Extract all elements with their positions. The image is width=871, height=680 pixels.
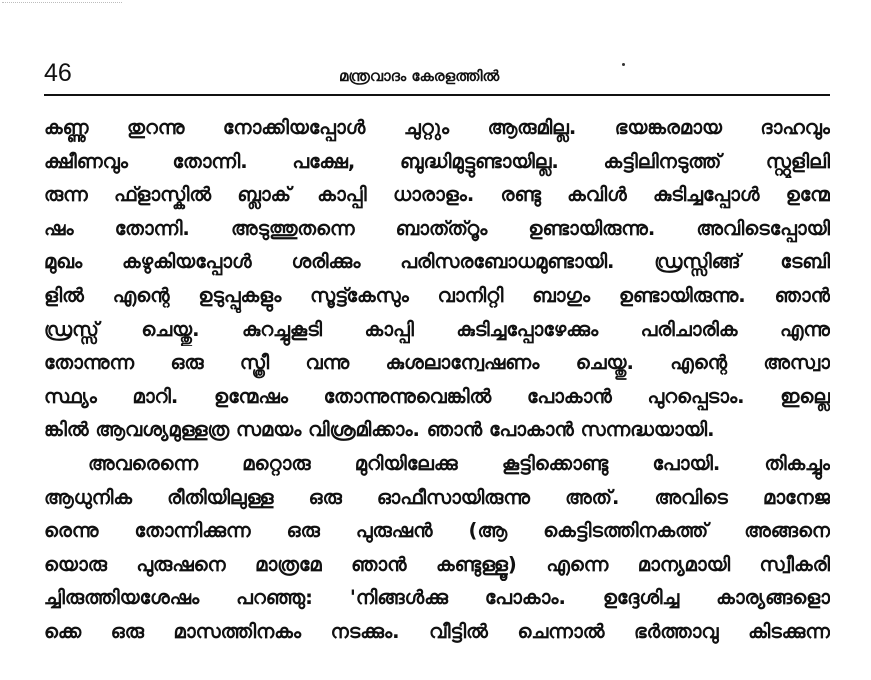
running-title: മന്ത്രവാദം കേരളത്തിൽ — [339, 67, 500, 85]
page-header — [44, 58, 830, 94]
text-line: തോന്നുന്ന ഒരു സ്ത്രീ വന്നു കുശലാന്വേഷണം ചെയ്തു. എന്റെ അസ്വാ — [44, 351, 830, 375]
text-line: ച്ചിരുത്തിയശേഷം പറഞ്ഞു: 'നിങ്ങൾക്കു പോകാം. ഉദ്ദേശിച്ച കാര്യങ്ങളൊ — [44, 586, 830, 610]
text-line: ക്കെ ഒരു മാസത്തിനകം നടക്കും. വീട്ടിൽ ചെന്നാൽ ഭർത്താവു കിടക്കുന്ന — [44, 619, 830, 643]
text-line: യൊരു പുരുഷനെ മാത്രമേ ഞാൻ കണ്ടുള്ളൂ) എന്നെ മാന്യമായി സ്വീകരി — [44, 552, 830, 576]
body-text — [44, 111, 830, 649]
scan-artifact — [2, 2, 122, 7]
text-line: കണ്ണു തുറന്നു നോക്കിയപ്പോൾ ചുറ്റും ആരുമില്ല. ഭയങ്കരമായ ദാഹവും — [44, 116, 830, 139]
paragraph-end-line: ങ്കിൽ ആവശ്യമുള്ളത്ര സമയം വിശ്രമിക്കാം. ഞാൻ പോകാൻ സന്നദ്ധയായി. — [44, 418, 715, 442]
page-number: 46 — [44, 59, 72, 87]
text-line: രെന്നു തോന്നിക്കുന്ന ഒരു പുരുഷൻ (ആ കെട്ടിടത്തിനകത്ത് അങ്ങനെ — [44, 519, 830, 543]
text-line: ആധുനിക രീതിയിലുള്ള ഒരു ഓഫീസായിരുന്നു അത്. അവിടെ മാനേജ — [44, 485, 830, 509]
header-rule — [44, 94, 830, 96]
text-line: സ്ഥ്യം മാറി. ഉന്മേഷം തോന്നുന്നുവെങ്കിൽ പോകാൻ പുറപ്പെടാം. ഇല്ലെ — [44, 384, 830, 408]
text-line: ഷം തോന്നി. അടുത്തുതന്നെ ബാത്ത്റൂം ഉണ്ടായിരുന്നു. അവിടെപ്പോയി — [44, 216, 830, 240]
paragraph-start-line: അവരെന്നെ മറ്റൊരു മുറിയിലേക്കു കൂട്ടിക്കൊണ്ടു പോയി. തികച്ചും — [88, 451, 830, 475]
text-line: ഡ്രസ്സ് ചെയ്തു. കുറച്ചുകൂടി കാപ്പി കുടിച്ചപ്പോഴേക്കും പരിചാരിക എന്നു — [44, 317, 830, 341]
text-line: ക്ഷീണവും തോന്നി. പക്ഷേ, ബുദ്ധിമുട്ടുണ്ടായില്ല. കട്ടിലിനടുത്ത് സ്റ്റൂളിലി — [44, 149, 830, 173]
text-line: രുന്ന ഫ്ളാസ്കിൽ ബ്ലാക് കാപ്പി ധാരാളം. രണ്ടു കവിൾ കുടിച്ചപ്പോൾ ഉന്മേ — [44, 183, 830, 207]
text-line: മുഖം കഴുകിയപ്പോൾ ശരിക്കും പരിസരബോധമുണ്ടായി. ഡ്രസ്സിങ്ങ് ടേബി — [44, 250, 830, 274]
text-line: ളിൽ എന്റെ ഉടുപ്പുകളും സൂട്ട്കേസും വാനിറ്റി ബാഗും ഉണ്ടായിരുന്നു. ഞാൻ — [44, 283, 830, 307]
ink-speck — [622, 63, 625, 66]
